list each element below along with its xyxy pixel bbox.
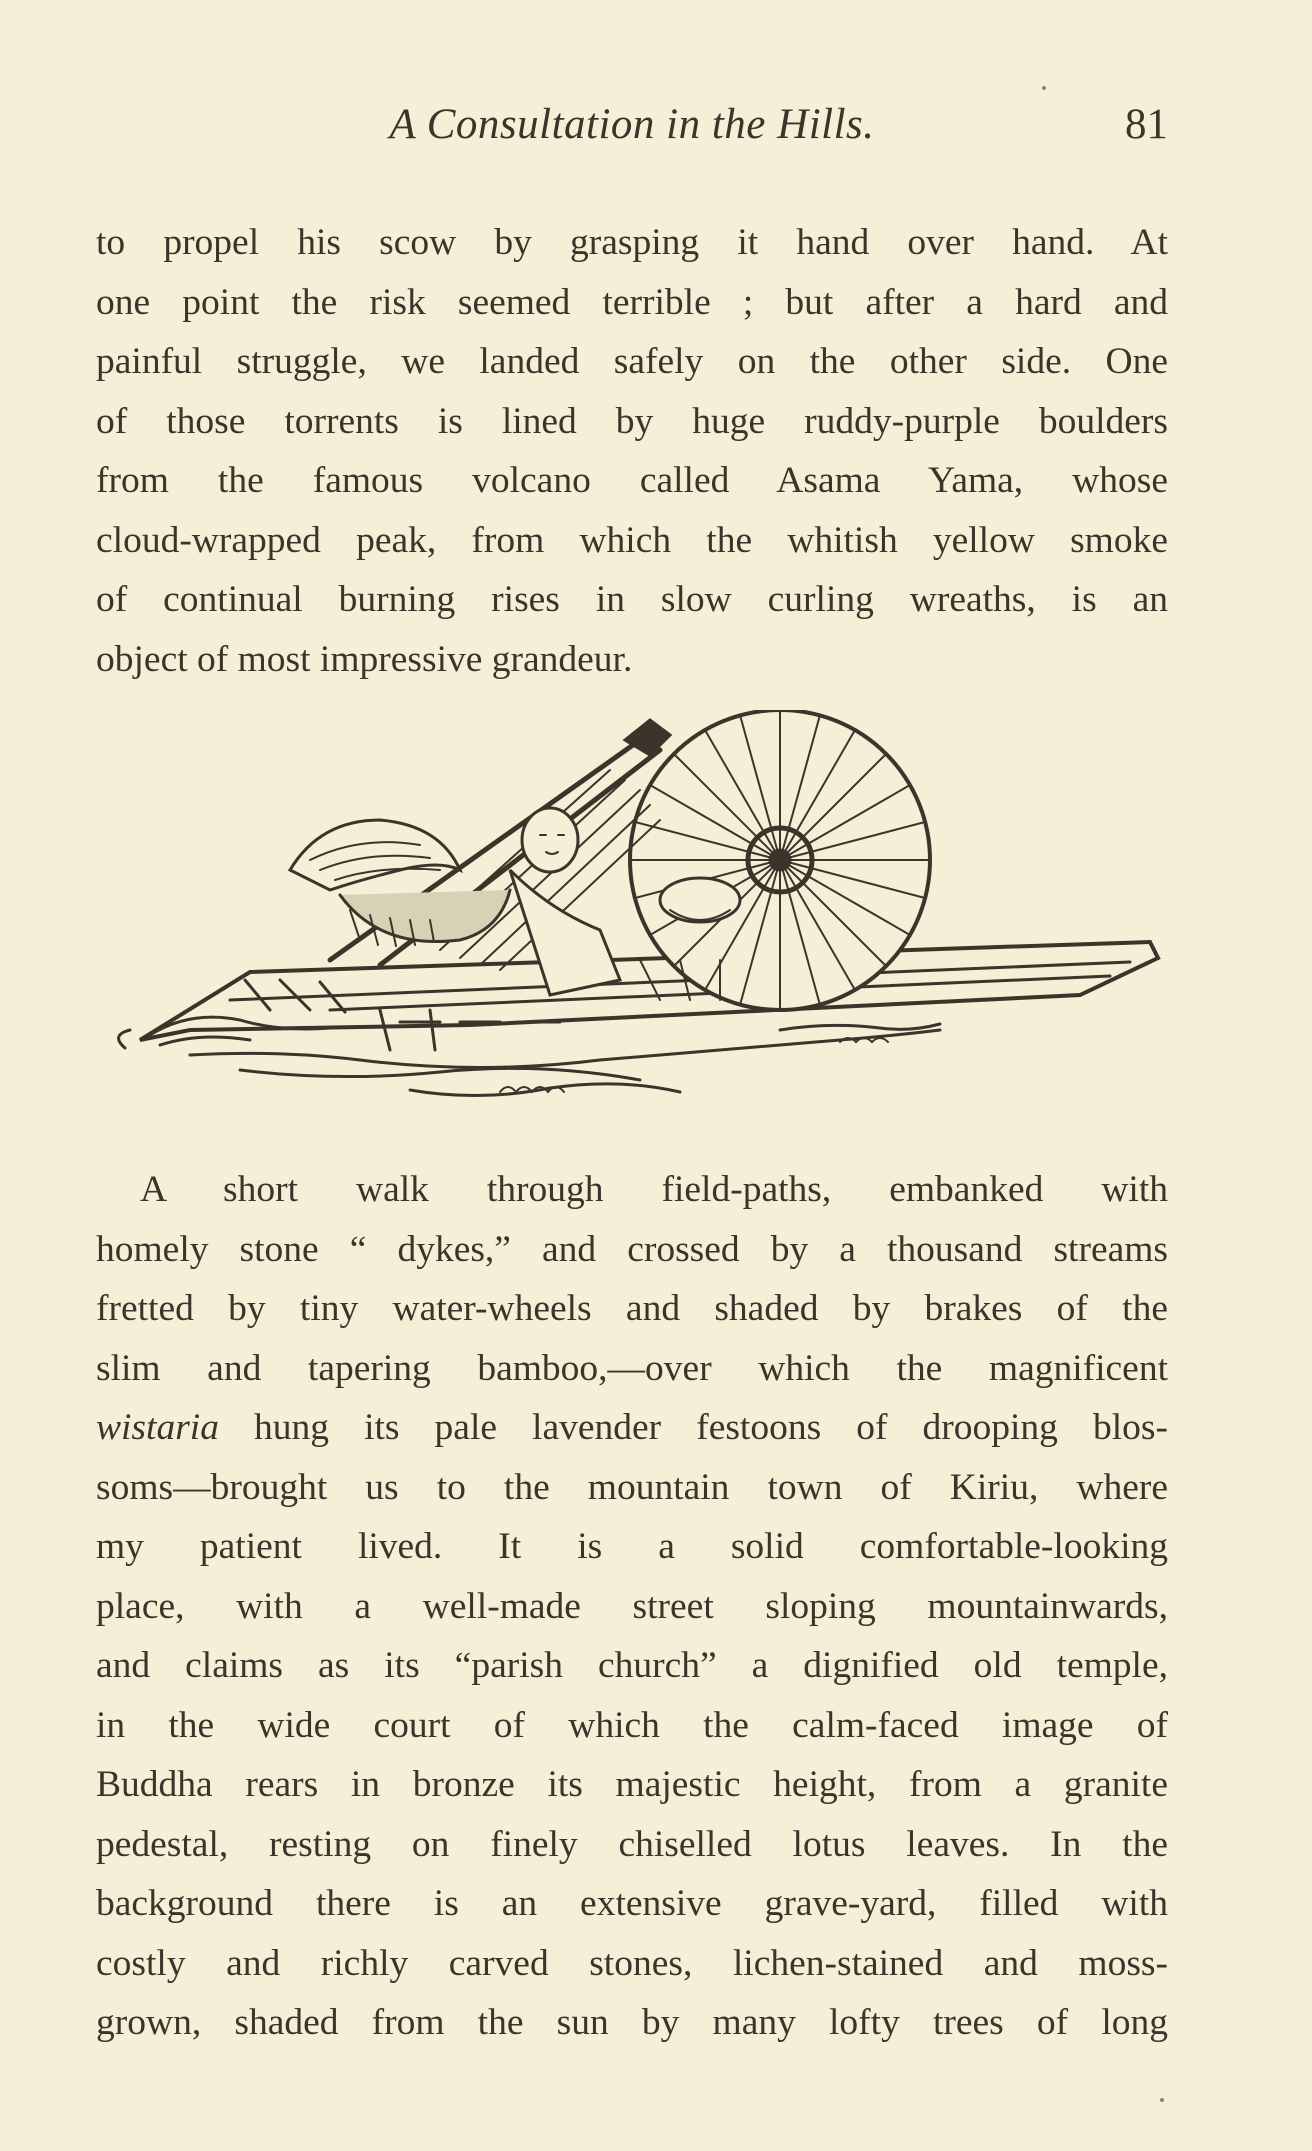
- paper-speck: [1042, 86, 1046, 90]
- text-line: costly and richly carved stones, lichen-stained and moss-: [96, 1942, 1168, 1984]
- text-line: in the wide court of which the calm-faced image of: [96, 1704, 1168, 1746]
- text-line: A short walk through field-paths, embanked with: [140, 1169, 1168, 1210]
- text-line: and claims as its “parish church” a dignified old temple,: [96, 1645, 1168, 1686]
- text-line: fretted by tiny water-wheels and shaded by brakes of the: [96, 1288, 1168, 1329]
- text-line: homely stone “ dykes,” and crossed by a thousand streams: [96, 1228, 1168, 1270]
- text-line: of continual burning rises in slow curling wreaths, is an: [96, 579, 1168, 620]
- text-line: from the famous volcano called Asama Yama, whose: [96, 460, 1168, 501]
- text-line: to propel his scow by grasping it hand over hand. At: [96, 222, 1168, 263]
- text-line: background there is an extensive grave-yard, filled with: [96, 1883, 1168, 1924]
- text-line: soms—brought us to the mountain town of Kiriu, where: [96, 1466, 1168, 1508]
- text-line-with-italic: [96, 1398, 1168, 1458]
- text-line: place, with a well-made street sloping mountainwards,: [96, 1585, 1168, 1627]
- text-line: painful struggle, we landed safely on the other side. One: [96, 341, 1168, 382]
- italic-word: wistaria: [96, 1407, 219, 1448]
- text-line: cloud-wrapped peak, from which the whitish yellow smoke: [96, 519, 1168, 561]
- paragraph-2: [96, 1160, 1168, 2053]
- text-line: object of most impressive grandeur.: [96, 638, 633, 680]
- paragraph-1: [96, 213, 1168, 689]
- text-fragment: hung its pale lavender festoons of drooping blos-: [218, 1407, 1168, 1448]
- text-line: slim and tapering bamboo,—over which the magnificent: [96, 1347, 1168, 1389]
- text-line: of those torrents is lined by huge ruddy-purple boulders: [96, 400, 1168, 442]
- text-line: grown, shaded from the sun by many lofty trees of long: [96, 2002, 1168, 2043]
- paper-speck: [1160, 2098, 1164, 2102]
- text-line: pedestal, resting on finely chiselled lotus leaves. In the: [96, 1823, 1168, 1865]
- text-line: my patient lived. It is a solid comfortable-looking: [96, 1526, 1168, 1567]
- page-number: 81: [1125, 101, 1168, 148]
- page-header: [96, 100, 1168, 160]
- text-line: Buddha rears in bronze its majestic height, from a granite: [96, 1764, 1168, 1805]
- running-title: A Consultation in the Hills.: [389, 101, 875, 148]
- text-line: one point the risk seemed terrible ; but after a hard and: [96, 281, 1168, 323]
- boat-with-parasol-woodcut-icon: [80, 710, 1180, 1130]
